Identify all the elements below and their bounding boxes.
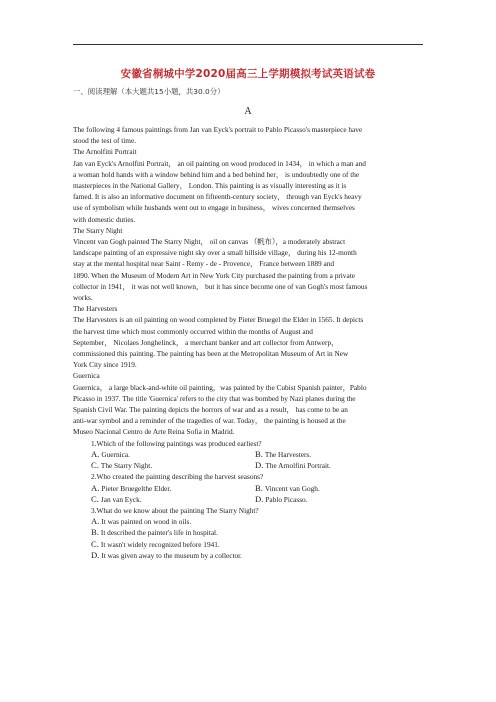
option-text: The Arnolfini Portrait.: [265, 461, 331, 471]
passage-letter: A: [244, 106, 252, 117]
option-text: The Starry Night.: [100, 461, 153, 471]
answer-option[interactable]: [91, 550, 242, 561]
question-stem: 2.Who created the painting describing the harvest seasons?: [91, 472, 264, 482]
question-stem: 1.Which of the following paintings was produced earliest?: [91, 438, 262, 448]
option-text: It described the painter's life in hospital.: [100, 528, 218, 538]
option-text: It was painted on wood in oils.: [101, 517, 192, 527]
option-row: [73, 449, 425, 460]
passage-line: a woman hold hands with a window behind him and a bed behind her， is undoubtedly one of the: [73, 169, 360, 179]
answer-option[interactable]: [91, 460, 255, 471]
option-text: Jan van Eyck.: [100, 494, 142, 504]
question-list: [73, 438, 425, 561]
passage-line: landscape painting of an expressive night sky over a small hillside village， during his 12-month: [73, 248, 357, 258]
option-text: Guernica.: [101, 449, 130, 459]
option-letter: C.: [91, 460, 99, 471]
section-heading: 一、阅读理解（本大题共15小题，共30.0分）: [73, 87, 225, 96]
option-text: It wasn't widely recognized before 1941.: [100, 539, 220, 549]
passage-line: with domestic duties.: [73, 214, 136, 224]
passage-line: anti-war symbol and a reminder of the tragedies of war. Today， the painting is housed at the: [73, 416, 346, 426]
passage-line: The Harvesters: [73, 304, 118, 314]
answer-option[interactable]: [255, 483, 419, 494]
option-text: Pablo Picasso.: [265, 494, 308, 504]
passage-line: The Starry Night: [73, 225, 123, 235]
option-letter: B.: [255, 482, 263, 493]
option-row: [73, 460, 425, 471]
passage-line: Museo Nacional Centro de Arte Reina Sofia in Madrid.: [73, 427, 235, 437]
answer-option[interactable]: [91, 449, 255, 460]
option-letter: C.: [91, 538, 99, 549]
option-letter: C.: [91, 493, 99, 504]
option-letter: D.: [91, 549, 100, 560]
option-text: Pieter Bruegelthe Elder.: [101, 483, 172, 493]
passage-line: 1890. When the Museum of Modern Art in New York City purchased the painting from a private: [73, 270, 355, 280]
passage-line: stay at the mental hospital near Saint - Remy - de - Provence， France between 1889 and: [73, 259, 334, 269]
option-letter: B.: [255, 448, 263, 459]
passage-line: use of symbolism while husbands went out to engage in business， wives concerned themselves: [73, 203, 355, 213]
passage-line: Picasso in 1937. The title 'Guernica' refers to the city that was bombed by Nazi planes during the: [73, 393, 356, 403]
passage-line: the harvest time which most commonly occurred within the months of August and: [73, 326, 313, 336]
passage-text: [73, 124, 425, 438]
header-rule: [73, 44, 423, 45]
exam-title: 安徽省桐城中学2020届高三上学期模拟考试英语试卷: [120, 68, 376, 80]
answer-option[interactable]: [91, 527, 218, 538]
document-body: [73, 124, 425, 561]
option-letter: A.: [91, 448, 100, 459]
option-row: [73, 483, 425, 494]
option-text: It was given away to the museum by a collector.: [101, 550, 242, 560]
passage-line: stood the test of time.: [73, 136, 137, 146]
option-row: [73, 494, 425, 505]
passage-line: September， Nicolaes Jonghelinck， a merchant banker and art collector from Antwerp，: [73, 337, 339, 347]
passage-line: masterpieces in the National Gallery， London. This painting is as visually interesting as it is: [73, 181, 347, 191]
answer-option[interactable]: [255, 460, 419, 471]
passage-line: Guernica: [73, 371, 100, 381]
option-letter: D.: [255, 493, 264, 504]
passage-line: famed. It is also an informative document on fifteenth-century society， through van Eyck's heavy: [73, 192, 362, 202]
option-letter: A.: [91, 482, 100, 493]
passage-line: The following 4 famous paintings from Jan van Eyck's portrait to Pablo Picasso's masterpiece have: [73, 125, 363, 134]
option-row: [73, 516, 425, 527]
passage-line: The Arnolfini Portrait: [73, 147, 137, 157]
passage-line: Jan van Eyck's Arnolfini Portrait， an oil painting on wood produced in 1434， in which a man and: [73, 158, 366, 168]
passage-line: Guernica， a large black-and-white oil painting，was painted by the Cubist Spanish painter，Pablo: [73, 382, 367, 392]
passage-line: The Harvesters is an oil painting on wood completed by Pieter Bruegel the Elder in 1565. It depicts: [73, 315, 364, 325]
passage-line: collector in 1941， it was not well known， but it has since become one of van Gogh's most famous: [73, 281, 368, 291]
answer-option[interactable]: [255, 494, 419, 505]
passage-line: works.: [73, 293, 93, 303]
answer-option[interactable]: [91, 494, 255, 505]
option-letter: A.: [91, 516, 100, 527]
option-letter: D.: [255, 460, 264, 471]
answer-option[interactable]: [91, 483, 255, 494]
option-text: The Harvesters.: [264, 449, 312, 459]
passage-line: Spanish Civil War. The painting depicts the horrors of war and as a result， has come to be an: [73, 405, 348, 415]
option-letter: B.: [91, 527, 99, 538]
option-row: [73, 539, 425, 550]
answer-option[interactable]: [91, 516, 191, 527]
option-row: [73, 550, 425, 561]
answer-option[interactable]: [91, 539, 220, 550]
answer-option[interactable]: [255, 449, 419, 460]
option-row: [73, 527, 425, 538]
passage-line: commissioned this painting. The painting has been at the Metropolitan Museum of Art in New: [73, 349, 349, 359]
question-stem: 3.What do we know about the painting The Starry Night?: [91, 505, 259, 515]
passage-line: Vincent van Gogh painted The Starry Night， oil on canvas （帆布），a moderately abstract: [73, 237, 346, 247]
passage-line: York City since 1919.: [73, 360, 137, 370]
option-text: Vincent van Gogh.: [264, 483, 320, 493]
